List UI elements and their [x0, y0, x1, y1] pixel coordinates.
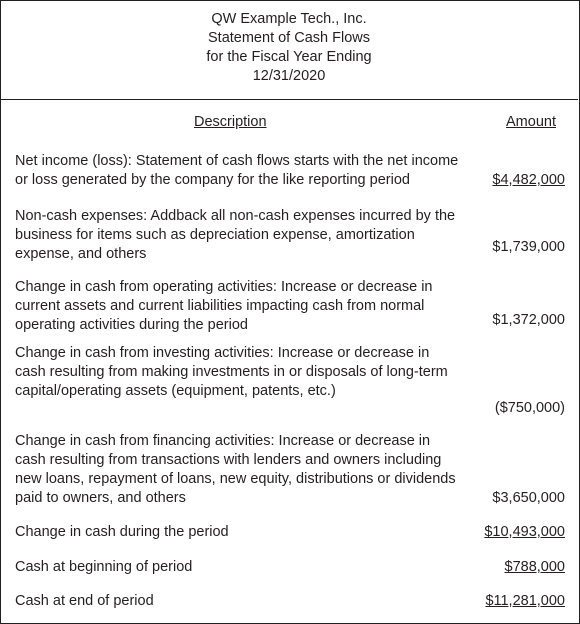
column-header-description: Description: [194, 114, 267, 130]
description-line: operating activities during the period: [15, 317, 248, 333]
row-operating-amount: $1,372,000: [492, 312, 565, 328]
statement-date: 12/31/2020: [252, 68, 326, 84]
row-change-in-cash-description: [15, 523, 460, 542]
row-financing-amount: $3,650,000: [492, 490, 565, 506]
description-line: Change in cash from investing activities: Increase or decrease in: [15, 345, 430, 361]
row-ending-cash-amount: $11,281,000: [485, 593, 565, 609]
description-line: Change in cash from financing activities: Increase or decrease in: [15, 433, 431, 449]
row-investing-amount: ($750,000): [494, 400, 565, 416]
row-ending-cash-description: [15, 592, 460, 611]
row-change-in-cash-amount: $10,493,000: [484, 524, 565, 540]
description-line: cash resulting from making investments in or disposals of long-term: [15, 364, 448, 380]
company-name: QW Example Tech., Inc.: [211, 11, 367, 27]
column-header-amount: Amount: [506, 114, 556, 130]
description-line: Net income (loss): Statement of cash flows starts with the net income: [15, 153, 459, 169]
row-investing-description: [15, 344, 460, 401]
description-line: capital/operating assets (equipment, patents, etc.): [15, 383, 336, 399]
description-line: Non-cash expenses: Addback all non-cash expenses incurred by the: [15, 208, 456, 224]
description-line: paid to owners, and others: [15, 490, 186, 506]
description-line: Cash at beginning of period: [15, 559, 193, 575]
description-line: or loss generated by the company for the like reporting period: [15, 172, 410, 188]
row-beginning-cash-amount: $788,000: [504, 559, 565, 575]
statement-period: for the Fiscal Year Ending: [206, 49, 372, 65]
row-non-cash-amount: $1,739,000: [492, 239, 565, 255]
statement-header: [0, 0, 578, 100]
description-line: Change in cash during the period: [15, 524, 229, 540]
statement-title: Statement of Cash Flows: [208, 30, 370, 46]
row-financing-description: [15, 432, 460, 508]
description-line: Cash at end of period: [15, 593, 154, 609]
row-net-income-amount: $4,482,000: [492, 172, 565, 188]
description-line: business for items such as depreciation expense, amortization: [15, 227, 415, 243]
row-net-income-description: [15, 152, 460, 190]
description-line: cash resulting from transactions with lenders and owners including: [15, 452, 442, 468]
description-line: Change in cash from operating activities: Increase or decrease in: [15, 279, 433, 295]
description-line: expense, and others: [15, 246, 147, 262]
description-line: new loans, repayment of loans, new equity, distributions or dividends: [15, 471, 456, 487]
row-non-cash-description: [15, 207, 460, 264]
description-line: current assets and current liabilities impacting cash from normal: [15, 298, 425, 314]
row-operating-description: [15, 278, 460, 335]
row-beginning-cash-description: [15, 558, 460, 577]
